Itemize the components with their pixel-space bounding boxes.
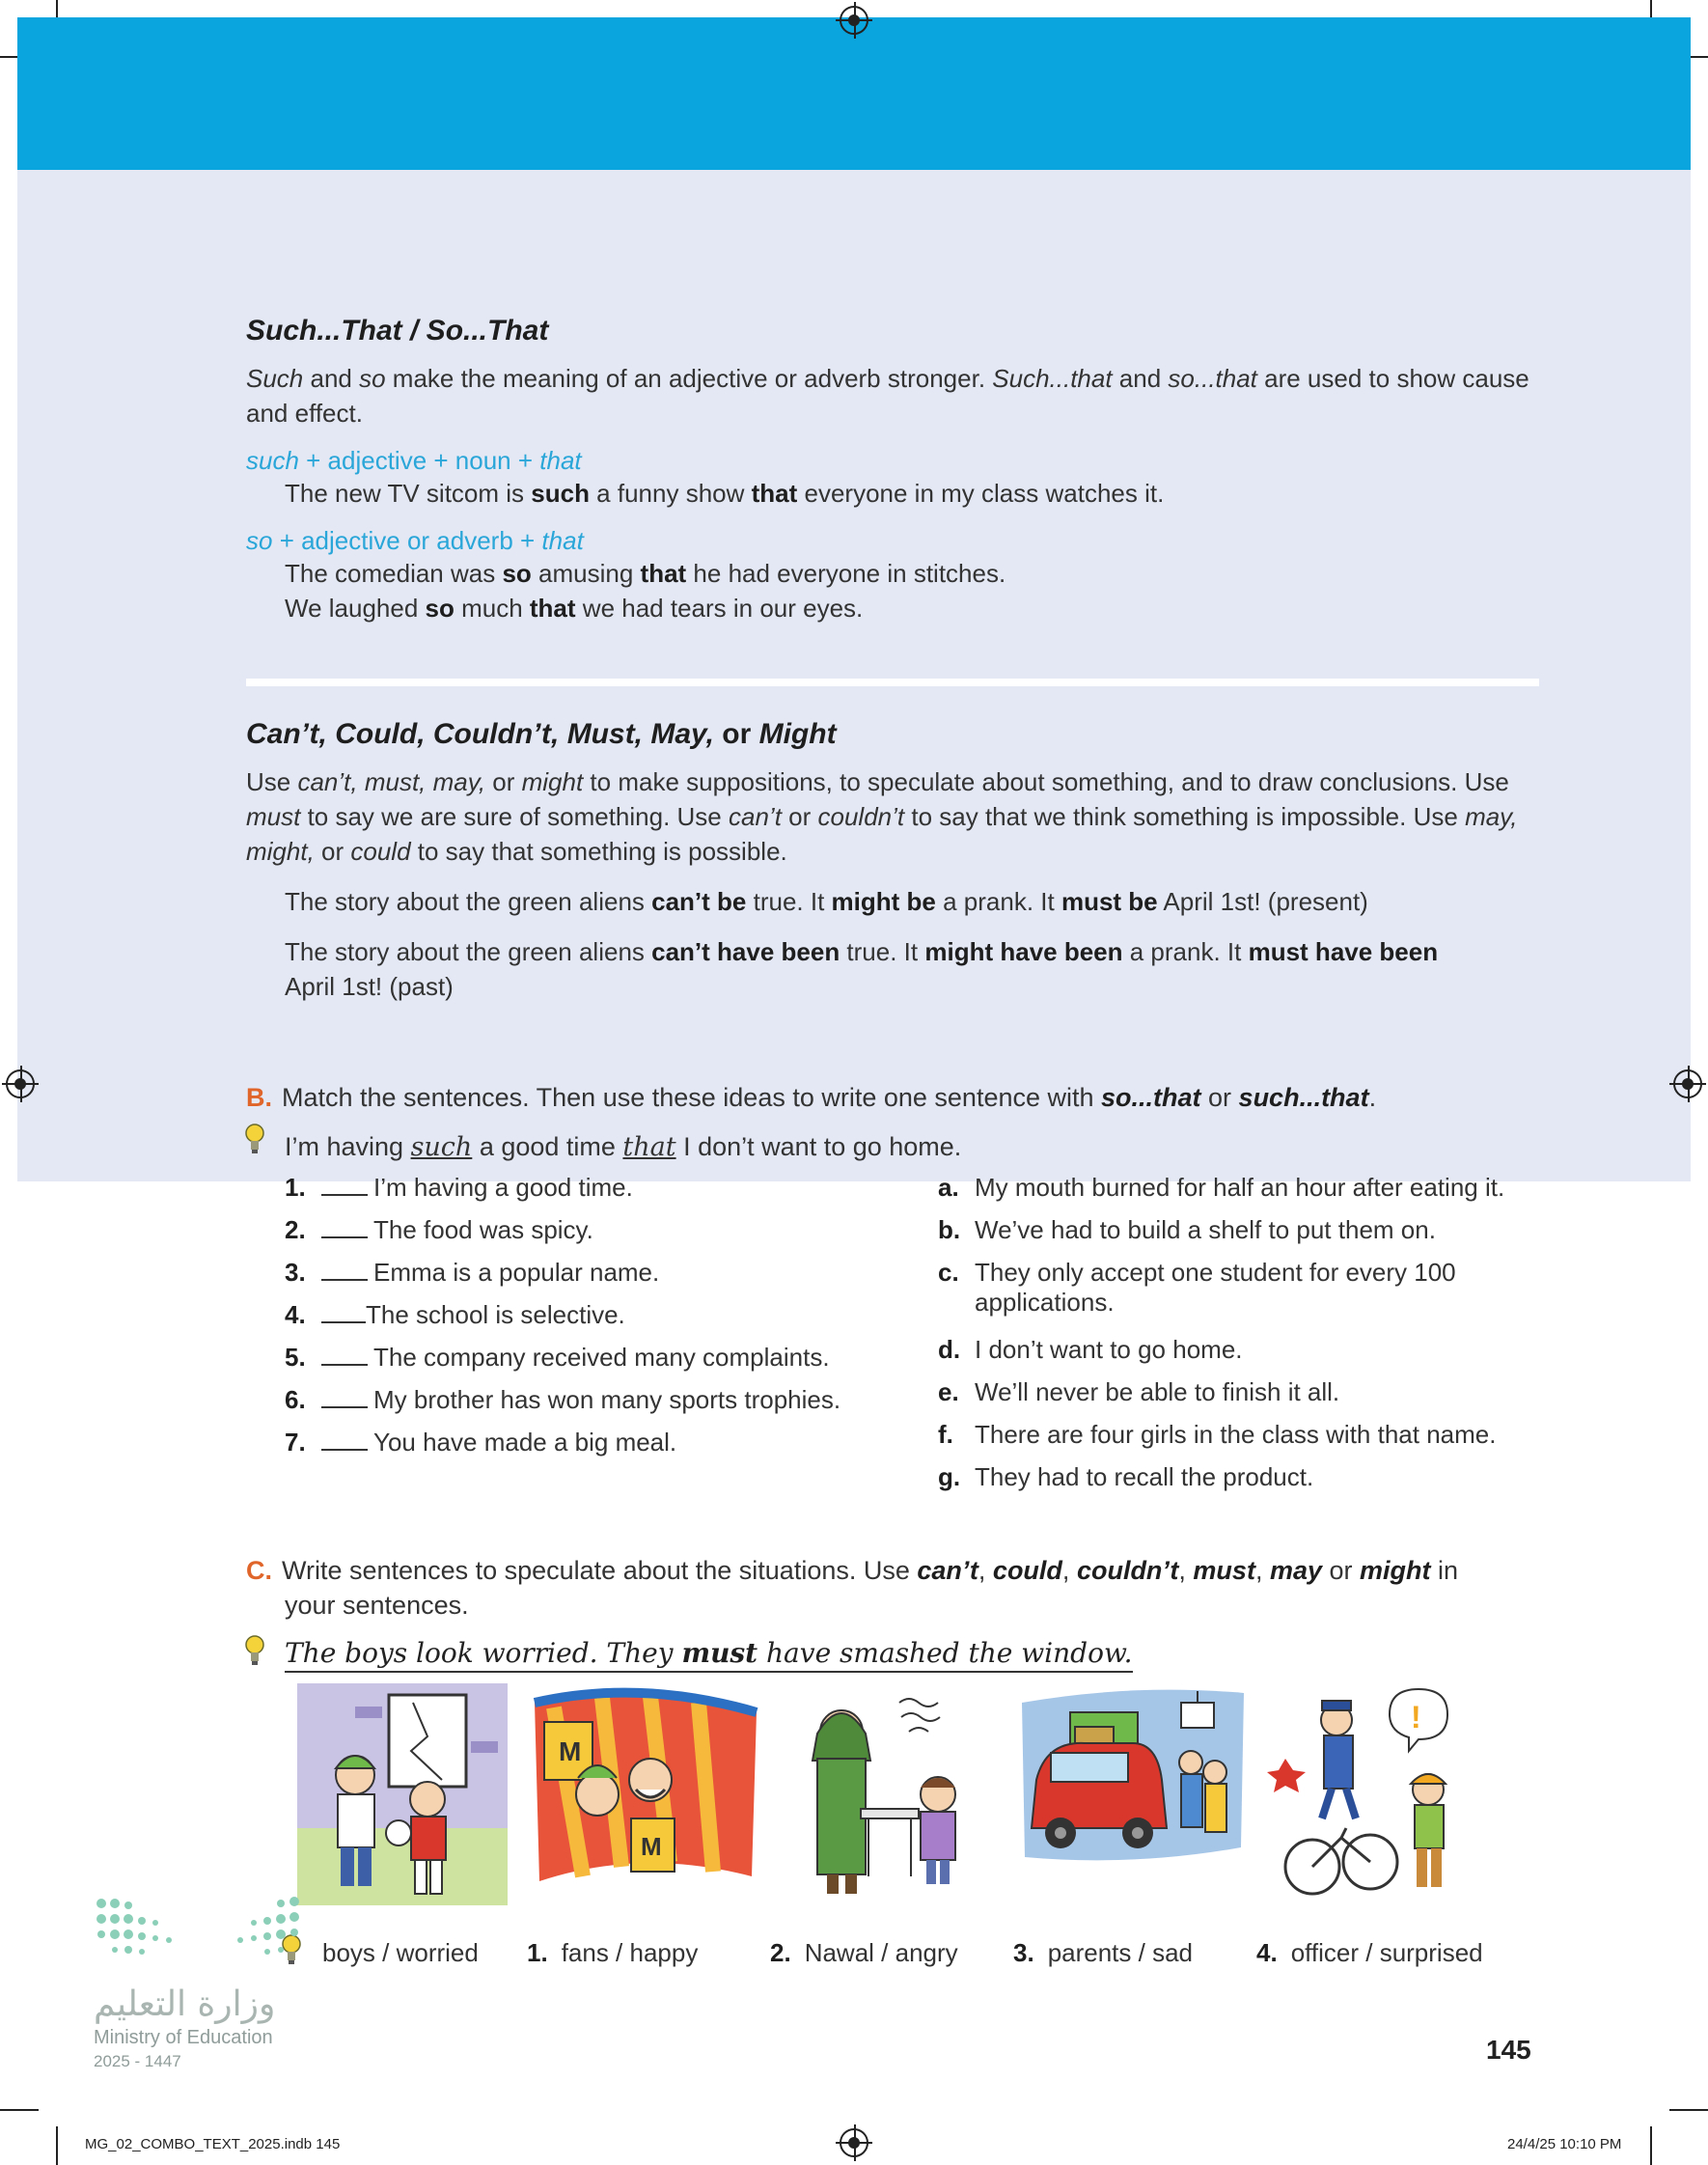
svg-text:M: M	[641, 1832, 662, 1861]
list-item: d. I don’t want to go home.	[938, 1335, 1243, 1364]
exercise-b-instructions: B. Match the sentences. Then use these ideas to write one sentence with so...that or such...that.	[246, 1083, 1377, 1112]
answer-blank[interactable]	[321, 1364, 368, 1366]
list-item: 3. Emma is a popular name.	[285, 1258, 660, 1287]
top-color-band	[17, 17, 1691, 170]
registration-mark-icon	[840, 6, 868, 35]
print-slug-file: MG_02_COMBO_TEXT_2025.indb 145	[85, 2136, 341, 2152]
list-item: g. They had to recall the product.	[938, 1462, 1314, 1491]
answer-blank[interactable]	[321, 1449, 368, 1451]
crop-mark	[56, 2126, 58, 2165]
angry-nawal-illustration	[784, 1683, 986, 1905]
crop-mark	[1669, 2109, 1708, 2111]
past-example: The story about the green aliens can’t have been true. It might have been a prank. It must have been April 1st! (past)	[285, 937, 1439, 1001]
list-item: 4. The school is selective.	[285, 1300, 625, 1329]
such-example: The new TV sitcom is such a funny show that everyone in my class watches it.	[285, 479, 1165, 508]
exercise-c-example: The boys look worried. They must have smashed the window.	[285, 1637, 1133, 1673]
sad-parents-illustration	[1017, 1683, 1249, 1905]
answer-blank[interactable]	[321, 1279, 368, 1281]
list-item: 6. My brother has won many sports trophies.	[285, 1385, 841, 1414]
list-item: e. We’ll never be able to finish it all.	[938, 1377, 1340, 1406]
section-divider	[246, 679, 1539, 686]
picture-caption: 1. fans / happy	[527, 1938, 699, 1967]
svg-text:!: !	[1411, 1700, 1421, 1735]
answer-blank[interactable]	[321, 1321, 366, 1323]
so-example: The comedian was so amusing that he had everyone in stitches.	[285, 559, 1006, 588]
registration-mark-icon	[6, 1069, 35, 1098]
registration-mark-icon	[840, 2128, 868, 2157]
svg-text:M: M	[559, 1736, 582, 1766]
answer-blank[interactable]	[321, 1194, 368, 1196]
lightbulb-icon	[244, 1123, 265, 1155]
list-item: a. My mouth burned for half an hour after eating it.	[938, 1173, 1505, 1202]
logo-arabic-text: وزارة التعليم	[94, 1985, 276, 2024]
list-item: b. We’ve had to build a shelf to put them on.	[938, 1215, 1436, 1244]
such-that-section	[246, 315, 1539, 625]
modals-intro: Use can’t, must, may, or might to make suppositions, to speculate about something, and to draw conclusions. Use must to say we are sure of something. Use can’t or couldn’t to say that we think something is impossible. Use may, might, or could to say that something is possible.	[246, 767, 1518, 866]
picture-caption: 3. parents / sad	[1013, 1938, 1193, 1967]
answer-blank[interactable]	[321, 1406, 368, 1408]
so-pattern: so + adjective or adverb + that	[246, 526, 584, 555]
modals-section	[246, 718, 1539, 1004]
list-item: c. They only accept one student for every 100 applications.	[938, 1258, 1456, 1317]
list-item: 7. You have made a big meal.	[285, 1428, 677, 1457]
ministry-logo	[92, 1892, 314, 2075]
surprised-officer-illustration	[1264, 1683, 1486, 1905]
list-item: 5. The company received many complaints.	[285, 1343, 830, 1372]
boys-broken-window-illustration	[297, 1683, 508, 1905]
exercise-b-example: I’m having such a good time that I don’t want to go home.	[285, 1132, 962, 1162]
registration-mark-icon	[1673, 1069, 1702, 1098]
picture-caption: boys / worried	[322, 1938, 479, 1967]
section-heading: Such...That / So...That	[246, 315, 549, 347]
section-heading: Can’t, Could, Couldn’t, Must, May, or Might	[246, 718, 837, 750]
answer-blank[interactable]	[321, 1236, 368, 1238]
logo-year-text: 2025 - 1447	[94, 2052, 181, 2070]
list-item: 2. The food was spicy.	[285, 1215, 593, 1244]
such-pattern: such + adjective + noun + that	[246, 446, 582, 475]
print-slug-date: 24/4/25 10:10 PM	[1507, 2136, 1622, 2152]
exercise-c-instructions: C. Write sentences to speculate about the situations. Use can’t, could, couldn’t, must, may or might in your sentences.	[246, 1556, 1459, 1620]
present-example: The story about the green aliens can’t be true. It might be a prank. It must be April 1st! (present)	[285, 887, 1368, 916]
crop-mark	[0, 2109, 39, 2111]
such-that-intro: Such and so make the meaning of an adjective or adverb stronger. Such...that and so...that are used to show cause and effect.	[246, 364, 1529, 428]
logo-english-text: Ministry of Education	[94, 2027, 273, 2048]
picture-caption: 4. officer / surprised	[1256, 1938, 1483, 1967]
crop-mark	[1650, 2126, 1652, 2165]
logo-dots-icon	[92, 1892, 314, 1969]
happy-fans-illustration	[525, 1683, 762, 1905]
page-number: 145	[1486, 2035, 1531, 2065]
list-item: 1. I’m having a good time.	[285, 1173, 633, 1202]
list-item: f. There are four girls in the class with that name.	[938, 1420, 1497, 1449]
picture-caption: 2. Nawal / angry	[770, 1938, 958, 1967]
lightbulb-icon	[244, 1634, 265, 1667]
so-example: We laughed so much that we had tears in our eyes.	[285, 594, 864, 623]
